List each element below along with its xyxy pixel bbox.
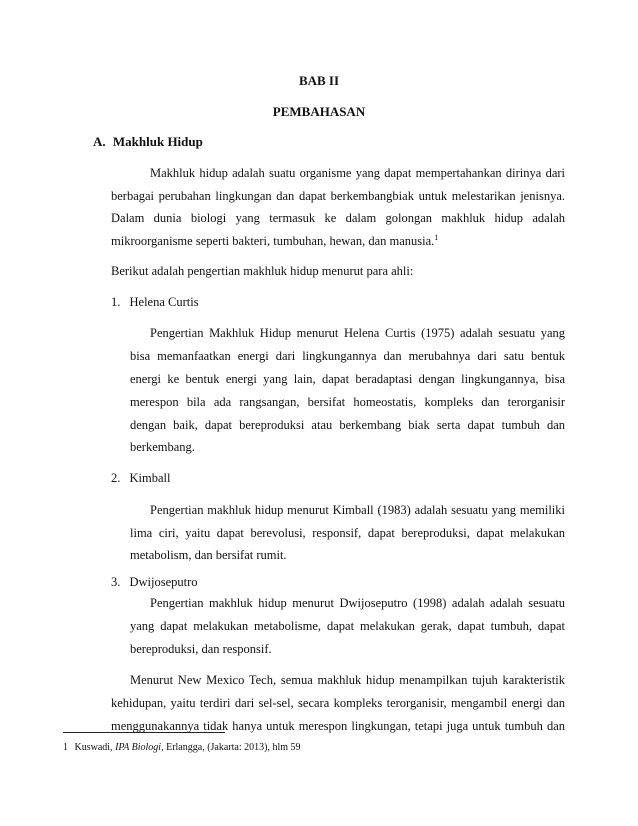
footnote-rest: , Erlangga, (Jakarta: 2013), hlm 59	[161, 742, 301, 753]
item2-line-3: metabolism, dan bersifat rumit.	[130, 548, 287, 562]
list-item-3-heading	[111, 575, 198, 590]
section-heading	[93, 134, 203, 150]
section-letter: A.	[93, 134, 106, 149]
item1-line-2: bisa memanfaatkan energi dari lingkungannya dan merubahnya dari satu bentuk	[130, 349, 565, 363]
item3-line-1: Pengertian makhluk hidup menurut Dwijoseputro (1998) adalah adalah sesuatu	[150, 596, 565, 610]
para1-line-4	[111, 233, 438, 249]
para-last-line-2: kehidupan, yaitu terdiri dari sel-sel, secara kompleks terorganisir, mengambil energi dan	[111, 696, 565, 710]
item3-line-2: yang dapat melakukan metabolisme, dapat melakukan gerak, dapat tumbuh, dapat	[130, 619, 565, 633]
chapter-title: PEMBAHASAN	[272, 104, 366, 119]
para1-line-2: berbagai perubahan lingkungan dan dapat berkembangbiak untuk melestarikan jenisnya.	[111, 189, 565, 203]
footnote-author: Kuswadi,	[74, 742, 113, 753]
para1-line-1: Makhluk hidup adalah suatu organisme yang dapat mempertahankan dirinya dari	[150, 166, 565, 180]
footnote-divider	[63, 732, 225, 733]
list-item-2-number: 2.	[111, 471, 121, 485]
list-item-1-heading	[111, 295, 199, 310]
chapter-label: BAB II	[298, 73, 340, 88]
section-title: Makhluk Hidup	[112, 134, 203, 149]
para1-line-3: Dalam dunia biologi yang termasuk ke dalam golongan makhluk hidup adalah	[111, 211, 565, 225]
list-item-1-name: Helena Curtis	[129, 295, 199, 309]
footnote-number: 1	[63, 742, 68, 753]
item3-line-3: bereproduksi, dan responsif.	[130, 642, 272, 656]
footnote	[63, 742, 301, 753]
item1-line-5: dengan baik, dapat bereproduksi atau berkembang biak serta dapat tumbuh dan	[130, 418, 565, 432]
item1-line-4: merespon bila ada rangsangan, bersifat homeostatis, kompleks dan terorganisir	[130, 395, 565, 409]
intro-text: Berikut adalah pengertian makhluk hidup menurut para ahli:	[111, 264, 414, 278]
item2-line-1: Pengertian makhluk hidup menurut Kimball (1983) adalah sesuatu yang memiliki	[150, 503, 565, 517]
list-item-3-name: Dwijoseputro	[129, 575, 198, 589]
footnote-ref: 1	[434, 233, 439, 242]
item1-line-1: Pengertian Makhluk Hidup menurut Helena Curtis (1975) adalah sesuatu yang	[150, 326, 565, 340]
list-item-3-number: 3.	[111, 575, 121, 589]
list-item-1-number: 1.	[111, 295, 121, 309]
para-last-line-3: menggunakannya tidak hanya untuk merespon lingkungan, tetapi juga untuk tumbuh dan	[111, 719, 565, 733]
item1-line-3: energi ke bentuk energi yang lain, dapat beradaptasi dengan lingkungannya, bisa	[130, 372, 565, 386]
list-item-2-name: Kimball	[129, 471, 171, 485]
para1-line-4-text: mikroorganisme seperti bakteri, tumbuhan, hewan, dan manusia.	[111, 234, 435, 249]
para-last-line-1: Menurut New Mexico Tech, semua makhluk hidup menampilkan tujuh karakteristik	[130, 673, 565, 687]
item2-line-2: lima ciri, yaitu dapat berevolusi, responsif, dapat bereproduksi, dapat melakukan	[130, 526, 565, 540]
item1-line-6: berkembang.	[130, 440, 195, 454]
footnote-title: IPA Biologi	[115, 742, 162, 753]
list-item-2-heading	[111, 471, 170, 486]
